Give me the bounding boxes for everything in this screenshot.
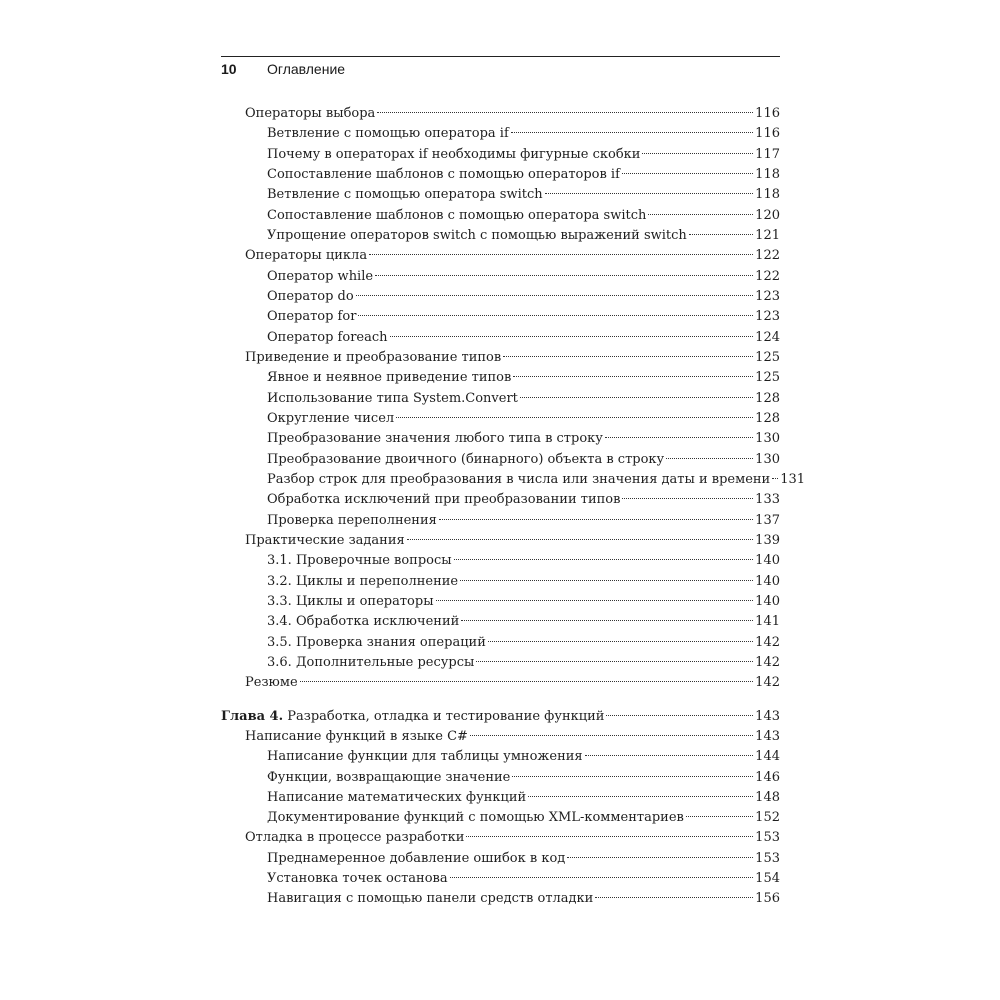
toc-dot-leader — [407, 539, 753, 540]
toc-entry-title: Преобразование двоичного (бинарного) объекта в строку — [267, 451, 665, 467]
toc-entry — [221, 206, 780, 226]
toc-entry-page: 153 — [755, 830, 780, 846]
toc-dot-leader — [454, 559, 754, 560]
toc-dot-leader — [396, 417, 753, 418]
toc-dot-leader — [439, 519, 753, 520]
toc-entry — [221, 747, 780, 767]
toc-entry — [221, 869, 780, 889]
toc-entry-page: 120 — [755, 207, 780, 223]
toc-entry-page: 152 — [755, 810, 780, 826]
toc-entry-page: 117 — [755, 146, 780, 162]
toc-entry-page: 142 — [755, 634, 780, 650]
toc-entry-title: 3.6. Дополнительные ресурсы — [267, 654, 475, 670]
toc-entry-page: 142 — [755, 654, 780, 670]
toc-entry — [221, 429, 780, 449]
toc-entry-page: 123 — [755, 309, 780, 325]
toc-entry-title: Документирование функций с помощью XML-комментариев — [267, 810, 684, 826]
toc-entry-page: 143 — [755, 728, 780, 744]
toc-dot-leader — [622, 173, 753, 174]
toc-dot-leader — [470, 735, 753, 736]
toc-entry — [221, 551, 780, 571]
toc-entry — [221, 490, 780, 510]
toc-entry — [221, 592, 780, 612]
toc-dot-leader — [689, 234, 753, 235]
toc-dot-leader — [595, 897, 753, 898]
toc-dot-leader — [622, 498, 753, 499]
toc-entry-title: Установка точек останова — [267, 871, 448, 887]
toc-entry-page: 130 — [755, 451, 780, 467]
toc-entry-title: Отладка в процессе разработки — [245, 830, 465, 846]
toc-dot-leader — [503, 356, 753, 357]
toc-entry-page: 116 — [755, 106, 780, 121]
toc-chapter-entry — [221, 707, 780, 727]
toc-dot-leader — [772, 478, 778, 479]
toc-entry — [221, 389, 780, 409]
toc-entry — [221, 768, 780, 788]
toc-entry-title: 3.3. Циклы и операторы — [267, 593, 434, 609]
toc-entry — [221, 328, 780, 348]
toc-entry-title: Написание функций в языке C# — [245, 728, 468, 744]
toc-entry-page: 140 — [755, 593, 780, 609]
toc-entry-page: 116 — [755, 126, 780, 142]
toc-entry-title: Ветвление с помощью оператора if — [267, 126, 509, 142]
toc-entry — [221, 348, 780, 368]
toc-entry-page: 124 — [755, 329, 780, 345]
toc-entry — [221, 727, 780, 747]
toc-entry — [221, 185, 780, 205]
toc-entry-title: Ветвление с помощью оператора switch — [267, 187, 543, 203]
toc-entry-page: 122 — [755, 248, 780, 264]
toc-entry — [221, 409, 780, 429]
toc-entry-title: Приведение и преобразование типов — [245, 349, 502, 365]
toc-dot-leader — [686, 816, 753, 817]
toc-entry-title: 3.4. Обработка исключений — [267, 614, 460, 630]
toc-entry-page: 154 — [755, 871, 780, 887]
toc-entry-title: Почему в операторах if необходимы фигурные скобки — [267, 146, 641, 162]
toc-dot-leader — [545, 193, 754, 194]
toc-entry-title: Использование типа System.Convert — [267, 390, 518, 406]
toc-entry-page: 144 — [755, 749, 780, 765]
running-header-title: Оглавление — [267, 61, 346, 77]
toc-dot-leader — [460, 580, 753, 581]
toc-entry — [221, 104, 780, 124]
toc-dot-leader — [513, 376, 753, 377]
toc-entry — [221, 470, 806, 490]
toc-entry-title: Операторы цикла — [245, 248, 368, 264]
toc-entry — [221, 145, 780, 165]
toc-entry — [221, 226, 780, 246]
toc-entry-title: 3.2. Циклы и переполнение — [267, 573, 459, 589]
toc-dot-leader — [476, 661, 753, 662]
toc-entry-page: 140 — [755, 553, 780, 569]
toc-entry — [221, 246, 780, 266]
toc-entry-title: Оператор while — [267, 268, 374, 284]
toc-entry-page: 128 — [755, 390, 780, 406]
toc-entry-title: Написание функции для таблицы умножения — [267, 749, 583, 765]
toc-entry-title: Оператор do — [267, 288, 354, 304]
toc-dot-leader — [436, 600, 754, 601]
toc-entry-title: Преднамеренное добавление ошибок в код — [267, 850, 566, 866]
toc-entry — [221, 165, 780, 185]
header-rule — [221, 56, 780, 57]
toc-dot-leader — [375, 275, 753, 276]
toc-entry — [221, 307, 780, 327]
toc-entry — [221, 828, 780, 848]
toc-entry-title: Обработка исключений при преобразовании типов — [267, 492, 621, 508]
toc-entry-title: Практические задания — [245, 532, 405, 548]
toc-entry-title: Резюме — [245, 675, 298, 691]
toc-dot-leader — [520, 397, 753, 398]
toc-dot-leader — [648, 214, 753, 215]
toc-entry — [221, 511, 780, 531]
toc-entry-page: 125 — [755, 370, 780, 386]
toc-dot-leader — [666, 458, 753, 459]
toc-entry — [221, 267, 780, 287]
toc-dot-leader — [585, 755, 754, 756]
toc-entry-page: 141 — [755, 614, 780, 630]
toc-entry — [221, 531, 780, 551]
toc-entry — [221, 368, 780, 388]
toc-dot-leader — [606, 715, 753, 716]
toc-entry-page: 125 — [755, 349, 780, 365]
toc-entry — [221, 849, 780, 869]
toc-entry — [221, 450, 780, 470]
table-of-contents — [221, 104, 806, 910]
toc-dot-leader — [511, 132, 753, 133]
toc-entry-title: Оператор foreach — [267, 329, 388, 345]
toc-entry — [221, 889, 780, 909]
toc-entry — [221, 287, 780, 307]
toc-entry-page: 118 — [755, 187, 780, 203]
toc-dot-leader — [488, 641, 753, 642]
toc-entry-page: 142 — [755, 675, 780, 691]
toc-entry-title: Проверка переполнения — [267, 512, 437, 528]
toc-entry-title: Сопоставление шаблонов с помощью операторов if — [267, 166, 620, 182]
toc-entry-page: 140 — [755, 573, 780, 589]
toc-entry-title: Упрощение операторов switch с помощью выражений switch — [267, 227, 687, 243]
toc-entry-page: 121 — [755, 227, 780, 243]
toc-entry-title: Написание математических функций — [267, 789, 527, 805]
toc-entry-title: 3.5. Проверка знания операций — [267, 634, 486, 650]
toc-entry-page: 123 — [755, 288, 780, 304]
toc-entry-page: 143 — [755, 708, 780, 724]
toc-dot-leader — [466, 836, 753, 837]
toc-entry — [221, 612, 780, 632]
toc-entry-page: 128 — [755, 410, 780, 426]
toc-chapter-label: Глава 4. — [221, 708, 284, 724]
toc-entry-title: Разработка, отладка и тестирование функций — [287, 708, 605, 724]
toc-entry-title: Операторы выбора — [245, 106, 376, 121]
toc-dot-leader — [461, 620, 753, 621]
toc-dot-leader — [369, 254, 753, 255]
toc-entry-title: Преобразование значения любого типа в строку — [267, 431, 603, 447]
toc-entry-title: Навигация с помощью панели средств отладки — [267, 891, 594, 907]
toc-entry-page: 137 — [755, 512, 780, 528]
toc-entry-page: 118 — [755, 166, 780, 182]
toc-entry-page: 133 — [755, 492, 780, 508]
toc-entry — [221, 673, 780, 693]
toc-entry-title: 3.1. Проверочные вопросы — [267, 553, 452, 569]
toc-entry — [221, 572, 780, 592]
toc-dot-leader — [390, 336, 754, 337]
toc-entry — [221, 788, 780, 808]
toc-entry-page: 139 — [755, 532, 780, 548]
toc-dot-leader — [567, 857, 753, 858]
toc-dot-leader — [377, 112, 753, 113]
toc-entry-page: 146 — [755, 769, 780, 785]
toc-dot-leader — [605, 437, 753, 438]
toc-entry — [221, 633, 780, 653]
toc-entry-page: 122 — [755, 268, 780, 284]
toc-entry — [221, 124, 780, 144]
toc-entry-title: Функции, возвращающие значение — [267, 769, 511, 785]
toc-dot-leader — [358, 315, 753, 316]
toc-entry-title: Разбор строк для преобразования в числа или значения даты и времени — [267, 471, 771, 487]
toc-entry-title: Сопоставление шаблонов с помощью оператора switch — [267, 207, 647, 223]
toc-dot-leader — [512, 776, 753, 777]
toc-entry-page: 130 — [755, 431, 780, 447]
toc-dot-leader — [528, 796, 753, 797]
toc-dot-leader — [300, 681, 754, 682]
toc-dot-leader — [642, 153, 753, 154]
toc-entry — [221, 808, 780, 828]
toc-entry-page: 156 — [755, 891, 780, 907]
toc-entry — [221, 653, 780, 673]
toc-entry-title: Явное и неявное приведение типов — [267, 370, 512, 386]
toc-entry-page: 131 — [780, 471, 806, 487]
toc-dot-leader — [356, 295, 753, 296]
toc-entry-page: 153 — [755, 850, 780, 866]
page-number: 10 — [221, 61, 237, 77]
toc-entry-title: Оператор for — [267, 309, 357, 325]
toc-entry-page: 148 — [755, 789, 780, 805]
toc-entry-title: Округление чисел — [267, 410, 395, 426]
toc-dot-leader — [450, 877, 754, 878]
